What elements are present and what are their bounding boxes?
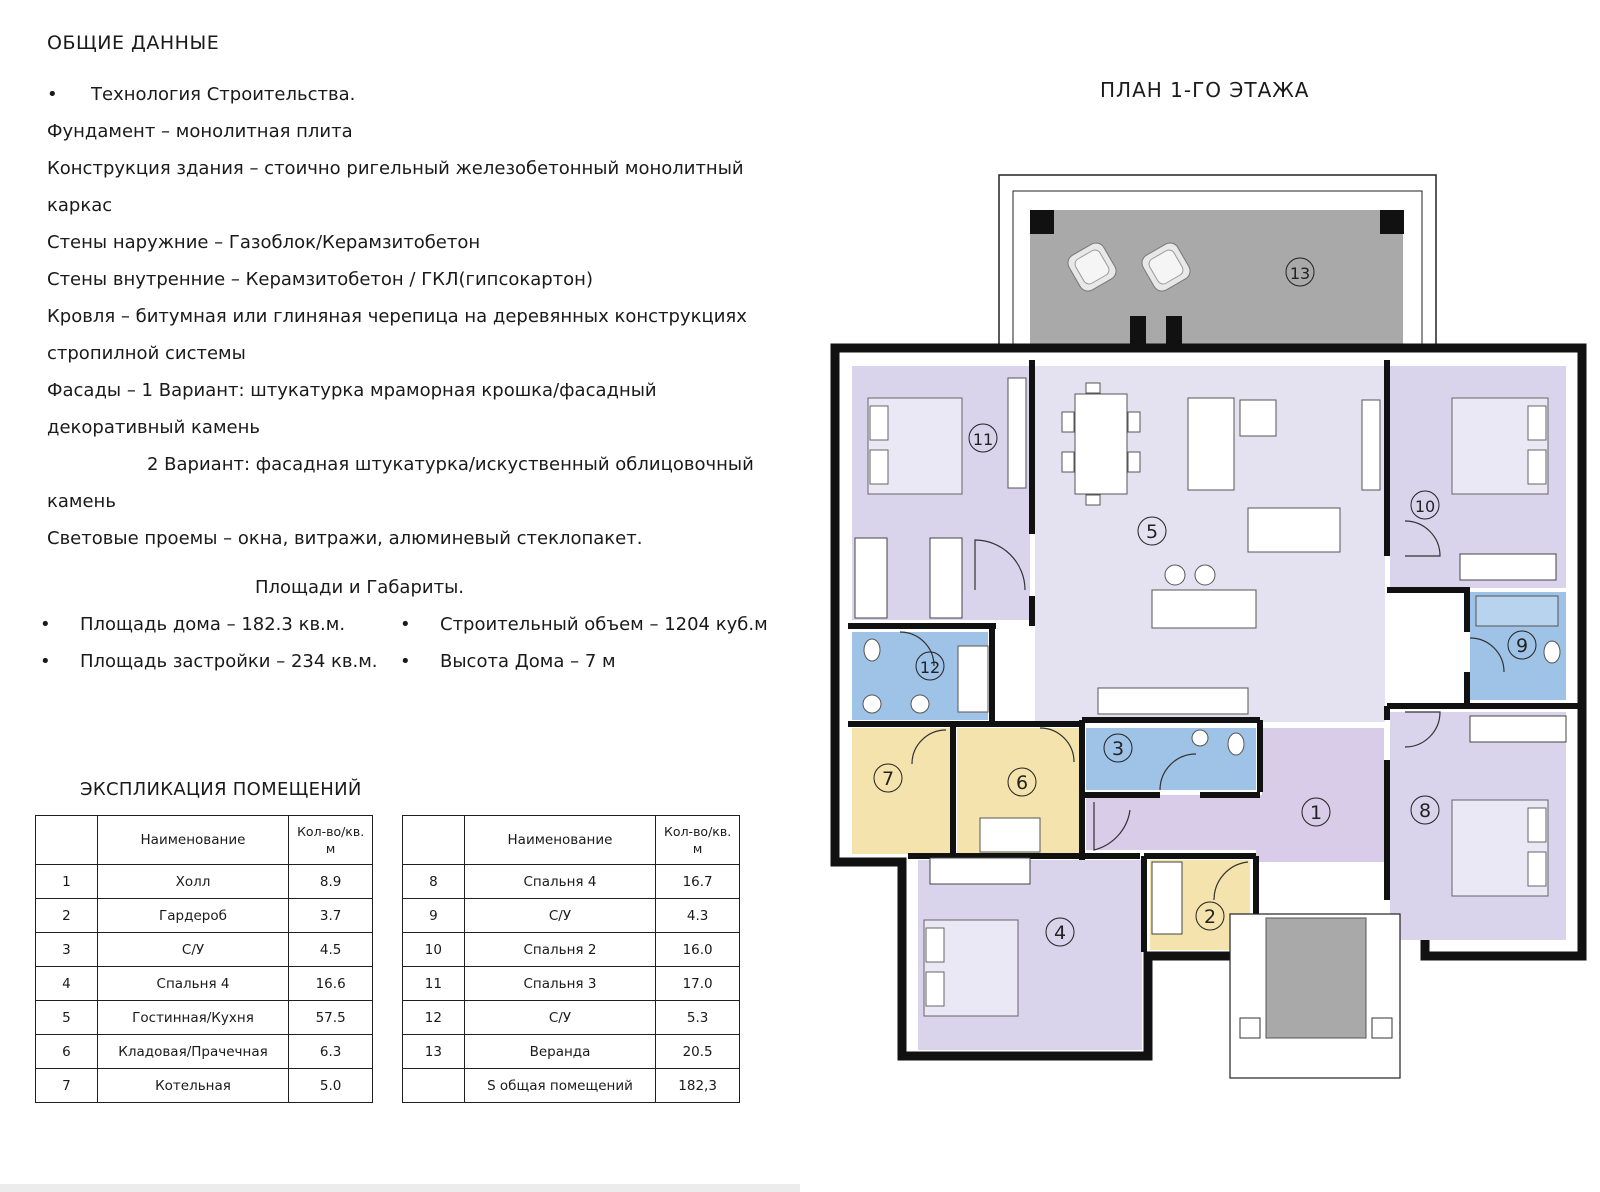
kitchen-counter-icon (1098, 688, 1248, 714)
table-cell-num: 1 (36, 865, 98, 899)
porch-column (1372, 1018, 1392, 1038)
header-value-unit: м (325, 841, 336, 856)
table-cell-name: Гардероб (97, 899, 289, 933)
table-cell-num: 13 (403, 1035, 465, 1069)
room-number-13: 13 (1289, 264, 1311, 283)
table-cell-num: 8 (403, 865, 465, 899)
table-cell-num: 10 (403, 933, 465, 967)
text-line: 2 Вариант: фасадная штукатурка/искуственный облицовочный (147, 454, 754, 475)
table-cell-value: 182,3 (656, 1069, 740, 1103)
washer-icon (980, 818, 1040, 852)
wardrobe-icon (930, 858, 1030, 884)
house-area: • Площадь дома – 182.3 кв.м. (40, 614, 346, 635)
room-number-2: 2 (1203, 906, 1217, 928)
room-number-7: 7 (881, 768, 895, 790)
tv-unit-icon (1362, 400, 1380, 490)
room-number-5: 5 (1145, 521, 1159, 543)
armchair-icon (1240, 400, 1276, 436)
built-area: • Площадь застройки – 234 кв.м. (40, 651, 378, 672)
text-line: Фундамент – монолитная плита (47, 121, 353, 142)
porch-floor (1266, 918, 1366, 1038)
toilet-icon (1228, 733, 1244, 755)
table-cell-name: Веранда (464, 1035, 656, 1069)
table-cell-num: 12 (403, 1001, 465, 1035)
porch-column (1240, 1018, 1260, 1038)
table-cell-value: 17.0 (656, 967, 740, 1001)
text-line: стропилной системы (47, 343, 246, 364)
room-number-4: 4 (1053, 922, 1067, 944)
table-cell-value: 5.0 (289, 1069, 373, 1103)
wardrobe-icon (1460, 554, 1556, 580)
room-number-3: 3 (1111, 738, 1125, 760)
stool-icon (1165, 565, 1185, 585)
table-cell-num: 6 (36, 1035, 98, 1069)
table-cell-value: 57.5 (289, 1001, 373, 1035)
table-cell-num: 5 (36, 1001, 98, 1035)
room-number-9: 9 (1515, 635, 1529, 657)
text-line: Конструкция здания – стоично ригельный железобетонный монолитный (47, 158, 744, 179)
wardrobe-icon (855, 538, 887, 618)
bathtub-icon (1476, 596, 1558, 626)
height-text: Высота Дома – 7 м (440, 651, 616, 672)
shower-icon (958, 646, 988, 712)
table-cell-name: Спальня 4 (97, 967, 289, 1001)
text-line: каркас (47, 195, 113, 216)
table-cell-value: 16.6 (289, 967, 373, 1001)
sink-icon (911, 695, 929, 713)
table-cell-name: Спальня 2 (464, 933, 656, 967)
table-cell-name: Спальня 3 (464, 967, 656, 1001)
table-cell-value: 20.5 (656, 1035, 740, 1069)
table-cell-value: 3.7 (289, 899, 373, 933)
table-cell-value: 16.0 (656, 933, 740, 967)
wardrobe-icon (930, 538, 962, 618)
volume: • Строительный объем – 1204 куб.м (400, 614, 768, 635)
table-cell-name: С/У (97, 933, 289, 967)
table-cell-num: 2 (36, 899, 98, 933)
text-line: Стены наружние – Газоблок/Керамзитобетон (47, 232, 481, 253)
house-area-text: Площадь дома – 182.3 кв.м. (80, 614, 346, 635)
text-line: Световые проемы – окна, витражи, алюминевый стеклопакет. (47, 528, 643, 549)
sofa-icon (1188, 398, 1234, 490)
table-cell-name: Холл (97, 865, 289, 899)
bed-icon (868, 398, 962, 494)
text-line: Стены внутренние – Керамзитобетон / ГКЛ(гипсокартон) (47, 269, 593, 290)
veranda-column (1030, 210, 1054, 234)
text-line: декоративный камень (47, 417, 260, 438)
table-cell-value: 16.7 (656, 865, 740, 899)
toilet-icon (864, 639, 880, 661)
table-cell-name: Котельная (97, 1069, 289, 1103)
sink-icon (863, 695, 881, 713)
height: • Высота Дома – 7 м (400, 651, 616, 672)
table-cell-name: Спальня 4 (464, 865, 656, 899)
table-cell-num: 7 (36, 1069, 98, 1103)
text-line: камень (47, 491, 116, 512)
text-line: Фасады – 1 Вариант: штукатурка мраморная крошка/фасадный (47, 380, 657, 401)
table-cell-name: Гостинная/Кухня (97, 1001, 289, 1035)
table-header-name: Наименование (464, 816, 656, 865)
table-cell-value: 8.9 (289, 865, 373, 899)
wardrobe-icon (1470, 716, 1566, 742)
header-value-label: Кол-во/кв. (664, 824, 732, 839)
header-value-unit: м (692, 841, 703, 856)
bed-icon (1452, 800, 1548, 896)
kitchen-island-icon (1152, 590, 1256, 628)
text-line: • Технология Строительства. (47, 76, 787, 113)
room-number-11: 11 (972, 430, 994, 449)
toilet-icon (1544, 641, 1560, 663)
table-cell-num: 3 (36, 933, 98, 967)
sink-icon (1192, 730, 1208, 746)
table-cell-num: 9 (403, 899, 465, 933)
general-heading: ОБЩИЕ ДАННЫЕ (47, 32, 220, 54)
room-number-12: 12 (919, 658, 941, 677)
bed-icon (924, 920, 1018, 1016)
table-cell-num: 11 (403, 967, 465, 1001)
bed-icon (1452, 398, 1548, 494)
built-area-text: Площадь застройки – 234 кв.м. (80, 651, 378, 672)
table-cell-value: 4.3 (656, 899, 740, 933)
areas-heading: Площади и Габариты. (255, 577, 465, 598)
text-line: Кровля – битумная или глиняная черепица на деревянных конструкциях (47, 306, 747, 327)
bottom-strip (0, 1184, 800, 1192)
header-value-label: Кол-во/кв. (297, 824, 365, 839)
tv-unit-icon (1008, 378, 1026, 488)
room-number-8: 8 (1418, 800, 1432, 822)
table-cell-value: 5.3 (656, 1001, 740, 1035)
table-cell-name: Кладовая/Прачечная (97, 1035, 289, 1069)
table-cell-value: 4.5 (289, 933, 373, 967)
explication-heading: ЭКСПЛИКАЦИЯ ПОМЕЩЕНИЙ (80, 779, 362, 800)
plan-title: ПЛАН 1-ГО ЭТАЖА (1100, 78, 1310, 102)
table-header-name: Наименование (97, 816, 289, 865)
room-number-10: 10 (1414, 497, 1436, 516)
table-cell-name: С/У (464, 899, 656, 933)
table-cell-name: С/У (464, 1001, 656, 1035)
wardrobe-icon (1152, 862, 1182, 934)
volume-text: Строительный объем – 1204 куб.м (440, 614, 768, 635)
sofa-icon (1248, 508, 1340, 552)
veranda-column (1380, 210, 1404, 234)
room-number-6: 6 (1015, 772, 1029, 794)
room-7-fill (852, 728, 950, 854)
room-number-1: 1 (1309, 802, 1323, 824)
table-cell-num: 4 (36, 967, 98, 1001)
table-cell-name: S общая помещений (464, 1069, 656, 1103)
table-cell-value: 6.3 (289, 1035, 373, 1069)
stool-icon (1195, 565, 1215, 585)
